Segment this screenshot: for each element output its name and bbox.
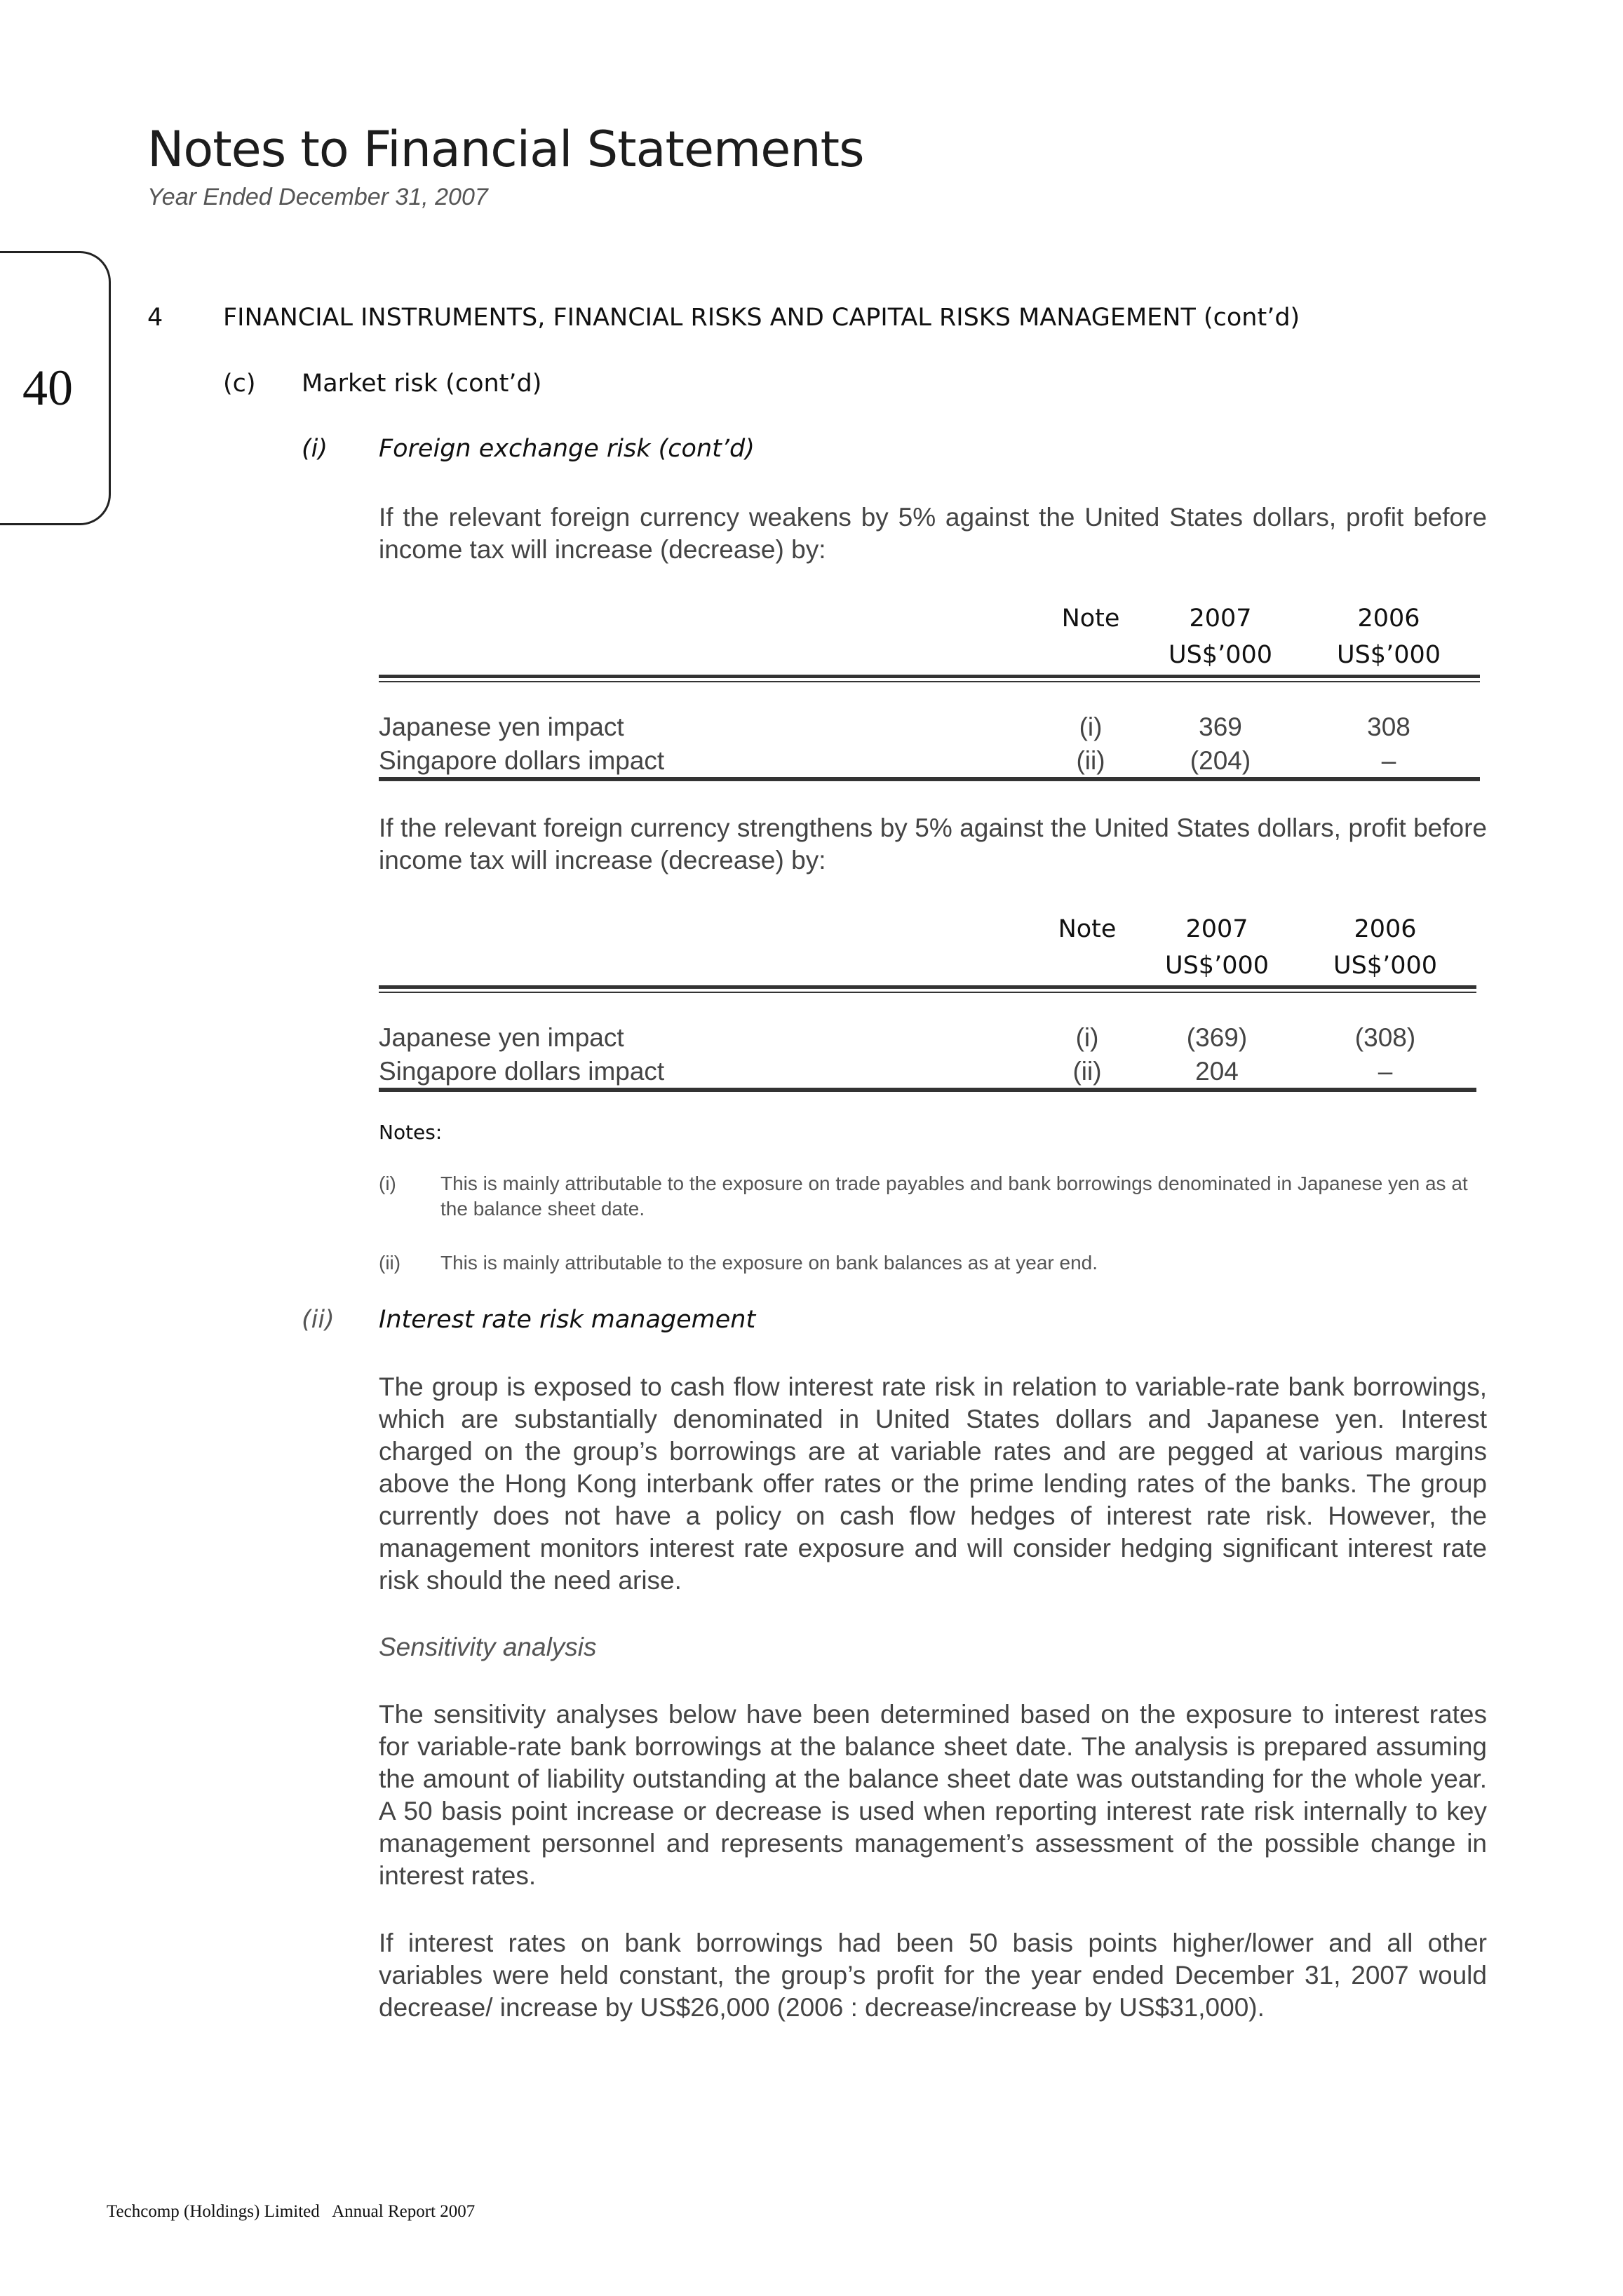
table2-row1-note: (i) [1075,1023,1099,1052]
table2-unit-2007: US$’000 [1164,952,1270,980]
fx-weakens-paragraph: If the relevant foreign currency weakens by 5% against the United States dollars, profit before income tax will increase (decrease) by: [379,503,1487,564]
table1-bottom-rule [379,777,1480,781]
interest-paragraph-1: The group is exposed to cash flow interest rate risk in relation to variable-rate bank borrowings, which are substantially denominated in United States dollars and Japanese yen. Interest charged on the group’s borrowings are at variable rates and are pegged at various margins above the Hong Kong interbank offer rates or the prime lending rates of the banks. The group currently does not have a policy on cash flow hedges of interest rate risk. However, the management monitors interest rate exposure and will consider hedging significant interest rate risk should the need arise. [379,1372,1487,1595]
table1-unit-2007: US$’000 [1168,641,1273,669]
section-number: 4 [147,304,163,332]
table2-row2-note: (ii) [1072,1057,1102,1086]
table2-unit-2006: US$’000 [1333,952,1438,980]
notes-heading: Notes: [379,1121,443,1144]
interest-paragraph-3: If interest rates on bank borrowings had been 50 basis points higher/lower and all other variables were held constant, the group’s profit for the year ended December 31, 2007 would decrease/ increase by US$26,000 (2006 : decrease/increase by US$31,000). [379,1929,1487,2022]
note1-label: (i) [379,1173,396,1194]
table1-row1-2007: 369 [1199,713,1242,741]
table1-row2-note: (ii) [1076,746,1105,775]
table2-row1-2007: (369) [1186,1023,1248,1052]
table2-header-rule [379,985,1476,993]
sensitivity-title: Sensitivity analysis [379,1633,597,1661]
note2-label: (ii) [379,1252,401,1274]
page-number: 40 [22,360,73,416]
fx-strengthens-paragraph: If the relevant foreign currency strengthens by 5% against the United States dollars, profit before income tax will increase (decrease) by: [379,813,1487,874]
note2-text: This is mainly attributable to the exposure on bank balances as at year end. [440,1252,1098,1274]
table1-col-note: Note [1061,605,1120,633]
table1-row1-2006: 308 [1367,713,1410,741]
table1-row1-note: (i) [1079,713,1103,741]
table1-unit-2006: US$’000 [1336,641,1441,669]
table2-col-2006: 2006 [1354,915,1417,943]
table2-row1-label: Japanese yen impact [379,1023,624,1052]
table1-col-2007: 2007 [1189,605,1252,633]
interest-title: Interest rate risk management [379,1306,756,1334]
subsection-title: Market risk (cont’d) [302,370,542,398]
table1-row1-label: Japanese yen impact [379,713,624,741]
table1-row2-2007: (204) [1190,746,1251,775]
table2-col-2007: 2007 [1185,915,1248,943]
table2-row1-2006: (308) [1354,1023,1416,1052]
page-subtitle: Year Ended December 31, 2007 [147,184,488,210]
table1-row2-label: Singapore dollars impact [379,746,665,775]
table1-col-2006: 2006 [1357,605,1420,633]
table2-col-note: Note [1058,915,1117,943]
table2-bottom-rule [379,1088,1476,1092]
table1-row2-2006: – [1381,746,1396,775]
note1-text: This is mainly attributable to the exposure on trade payables and bank borrowings denominated in Japanese yen as at the balance sheet date. [440,1173,1468,1220]
fx-label: (i) [302,435,328,463]
subsection-label: (c) [223,370,256,398]
interest-paragraph-2: The sensitivity analyses below have been determined based on the exposure to interest rates for variable-rate bank borrowings at the balance sheet date. The analysis is prepared assuming the amount of liability outstanding at the balance sheet date was outstanding for the whole year. A 50 basis point increase or decrease is used when reporting interest rate risk internally to key management personnel and represents management’s assessment of the possible change in interest rates. [379,1700,1487,1890]
interest-label: (ii) [302,1306,335,1334]
table2-row2-2006: – [1378,1057,1393,1086]
table2-row2-label: Singapore dollars impact [379,1057,665,1086]
table1-header-rule [379,675,1480,682]
section-title: FINANCIAL INSTRUMENTS, FINANCIAL RISKS AND CAPITAL RISKS MANAGEMENT (cont’d) [223,304,1300,332]
table2-row2-2007: 204 [1195,1057,1239,1086]
footer-text: Techcomp (Holdings) Limited Annual Report 2007 [107,2202,476,2221]
fx-title: Foreign exchange risk (cont’d) [379,435,755,463]
page-title: Notes to Financial Statements [147,121,864,178]
